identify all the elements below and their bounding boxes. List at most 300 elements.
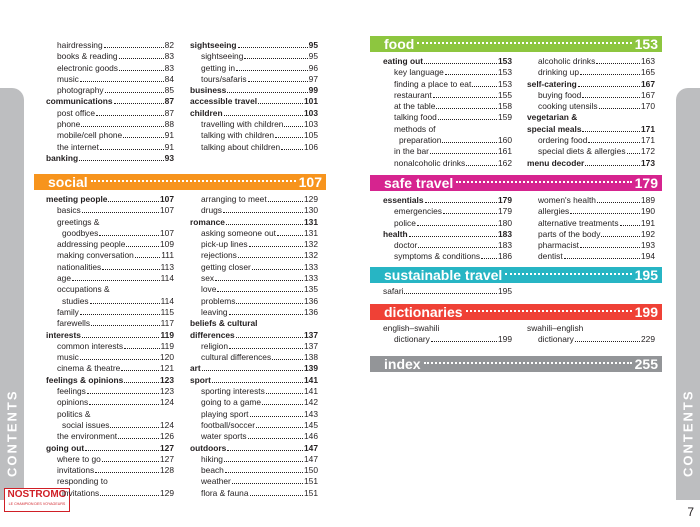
toc-entry-page: 193	[641, 240, 655, 251]
toc-entry[interactable]	[190, 130, 318, 141]
toc-entry-title: sightseeing	[201, 51, 244, 62]
toc-entry[interactable]	[383, 79, 512, 90]
chapter-header-dictionaries[interactable]	[370, 304, 662, 320]
dot-leader	[96, 115, 164, 116]
toc-entry-title: dictionary	[538, 334, 574, 345]
toc-entry[interactable]	[383, 334, 512, 345]
toc-entry[interactable]	[190, 194, 318, 205]
toc-entry[interactable]	[383, 286, 512, 297]
toc-entry[interactable]	[46, 262, 174, 273]
toc-entry-page: 121	[160, 363, 174, 374]
dot-leader	[262, 404, 303, 405]
toc-entry-title: football/soccer	[201, 419, 255, 430]
toc-entry[interactable]	[46, 40, 174, 51]
toc-entry-page: 117	[160, 318, 174, 329]
toc-entry[interactable]	[190, 63, 318, 74]
toc-entry[interactable]	[46, 386, 174, 397]
toc-entry-page: 129	[160, 487, 174, 498]
toc-entry-title: allergies	[538, 206, 570, 217]
dot-leader	[570, 213, 640, 214]
toc-entry-page: 165	[641, 67, 655, 78]
toc-entry[interactable]	[46, 397, 174, 408]
dot-leader	[275, 137, 303, 138]
toc-entry[interactable]	[190, 262, 318, 273]
dot-leader	[224, 115, 303, 116]
toc-entry-page: 131	[304, 227, 318, 238]
dot-leader	[81, 126, 163, 127]
toc-entry-page: 136	[304, 295, 318, 306]
toc-entry-page: 137	[304, 340, 318, 351]
toc-entry[interactable]	[527, 146, 655, 157]
toc-entry-title: studies	[62, 295, 89, 306]
dot-leader	[472, 86, 497, 87]
dot-leader	[438, 119, 497, 120]
toc-entry-label: swahili–english	[527, 323, 584, 333]
toc-entry-page: 88	[164, 119, 174, 130]
toc-entry-title: weather	[201, 476, 231, 487]
toc-entry[interactable]	[46, 465, 174, 476]
toc-entry[interactable]	[383, 158, 512, 169]
toc-entry[interactable]	[46, 194, 174, 205]
chapter-header-social[interactable]	[34, 174, 326, 190]
toc-entry-page: 195	[498, 286, 512, 296]
toc-entry[interactable]	[527, 229, 655, 240]
toc-column	[46, 194, 174, 499]
toc-entry-title: tours/safaris	[201, 73, 247, 84]
toc-entry[interactable]	[383, 56, 512, 67]
toc-entry[interactable]	[190, 431, 318, 442]
toc-entry-title: doctor	[394, 240, 418, 251]
toc-entry-title: farewells	[57, 318, 91, 329]
toc-entry-title: interests	[46, 329, 81, 340]
toc-entry-page: 135	[304, 284, 318, 295]
toc-entry-page: 130	[304, 205, 318, 216]
dot-leader	[100, 149, 164, 150]
dot-leader	[236, 303, 303, 304]
toc-entry-title: women's health	[538, 195, 596, 205]
toc-entry[interactable]	[190, 273, 318, 284]
toc-entry[interactable]	[46, 488, 174, 499]
toc-entry-page: 113	[160, 261, 174, 272]
toc-entry[interactable]	[190, 119, 318, 130]
toc-entry[interactable]	[527, 79, 655, 90]
chapter-title: dictionaries	[384, 304, 463, 320]
chapter-header-sustainable-travel[interactable]	[370, 267, 662, 283]
toc-entry-page: 123	[160, 386, 174, 397]
toc-entry-title: problems	[201, 295, 236, 306]
toc-entry[interactable]	[46, 153, 174, 164]
toc-column	[190, 194, 318, 499]
toc-entry[interactable]	[190, 465, 318, 476]
toc-entry-title: in the bar	[394, 146, 429, 157]
toc-entry-page: 83	[164, 62, 174, 73]
toc-entry[interactable]	[527, 206, 655, 217]
dot-leader	[585, 165, 640, 166]
dot-leader	[601, 236, 640, 237]
toc-entry-title: cultural differences	[201, 352, 272, 363]
toc-entry[interactable]	[383, 195, 512, 206]
dot-leader	[588, 142, 640, 143]
toc-entry[interactable]	[190, 40, 318, 51]
dot-leader	[424, 63, 497, 64]
toc-entry[interactable]	[190, 488, 318, 499]
toc-entry[interactable]	[190, 296, 318, 307]
toc-entry[interactable]	[527, 67, 655, 78]
toc-entry-title: menu decoder	[527, 157, 585, 168]
toc-entry-title: accessible travel	[190, 96, 258, 107]
dot-leader	[217, 291, 303, 292]
toc-entry[interactable]	[383, 146, 512, 157]
toc-entry-title: feelings	[57, 386, 86, 397]
toc-entry-title: talking about children	[201, 141, 281, 152]
toc-entry-title: mobile/cell phone	[57, 130, 123, 141]
toc-entry-page: 129	[304, 194, 318, 204]
toc-entry[interactable]	[46, 119, 174, 130]
toc-entry[interactable]	[46, 250, 174, 261]
toc-entry[interactable]	[527, 334, 655, 345]
toc-entry[interactable]	[46, 142, 174, 153]
toc-entry-title: invitations	[62, 487, 100, 498]
toc-entry-page: 161	[498, 146, 512, 157]
dot-leader	[105, 92, 164, 93]
toc-entry-page: 146	[304, 431, 318, 442]
toc-entry-page: 147	[304, 442, 318, 453]
toc-entry[interactable]	[190, 386, 318, 397]
toc-entry-title: finding a place to eat	[394, 78, 472, 89]
toc-entry-title: invitations	[57, 465, 95, 476]
dot-leader	[87, 393, 159, 394]
toc-entry[interactable]	[190, 228, 318, 239]
toc-entry[interactable]	[383, 206, 512, 217]
toc-entry[interactable]	[46, 431, 174, 442]
toc-entry[interactable]	[527, 240, 655, 251]
dot-leader	[135, 257, 160, 258]
toc-entry-title: travelling with children	[201, 119, 284, 130]
toc-entry[interactable]	[383, 229, 512, 240]
toc-entry-title: age	[57, 273, 71, 284]
toc-entry[interactable]	[383, 135, 512, 146]
chapter-header-food[interactable]	[370, 36, 662, 52]
dot-leader	[110, 427, 159, 428]
toc-entry-page: 124	[160, 397, 174, 408]
toc-entry-page: 87	[164, 96, 174, 107]
dot-leader	[284, 126, 303, 127]
dot-leader	[425, 202, 498, 203]
dot-leader	[238, 257, 303, 258]
toc-entry-page: 151	[304, 476, 318, 487]
toc-entry[interactable]	[190, 363, 318, 374]
toc-entry-title: special meals	[527, 123, 582, 134]
dot-leader	[575, 341, 640, 342]
chapter-page: 179	[634, 175, 658, 191]
toc-entry-page: 162	[498, 157, 512, 168]
toc-entry-page: 141	[304, 374, 318, 385]
toc-entry[interactable]	[46, 228, 174, 239]
dot-leader	[466, 165, 497, 166]
toc-entry-page: 83	[164, 51, 174, 62]
toc-entry-title: pharmacist	[538, 240, 579, 251]
toc-entry[interactable]	[527, 218, 655, 229]
toc-entry[interactable]	[190, 476, 318, 487]
toc-entry-title: cooking utensils	[538, 101, 598, 112]
toc-entry-title: religion	[201, 340, 229, 351]
toc-entry-page: 119	[160, 340, 174, 351]
toc-entry-title: drinking up	[538, 67, 579, 78]
toc-entry-title: social issues	[62, 419, 110, 430]
chapter-title: sustainable travel	[384, 267, 503, 283]
toc-entry[interactable]	[46, 307, 174, 318]
toc-entry-title: outdoors	[190, 442, 227, 453]
toc-entry-title: the internet	[57, 141, 99, 152]
toc-entry[interactable]	[383, 112, 512, 123]
toc-entry-title: nationalities	[57, 261, 102, 272]
dot-leader	[417, 225, 497, 226]
toc-entry-title: going out	[46, 442, 85, 453]
toc-entry-page: 128	[160, 465, 174, 476]
toc-entry[interactable]	[190, 250, 318, 261]
toc-entry[interactable]	[527, 101, 655, 112]
toc-entry-page: 107	[160, 194, 174, 204]
toc-entry-title: phone	[57, 119, 81, 130]
toc-entry[interactable]	[46, 296, 174, 307]
toc-entry-page: 111	[161, 250, 174, 261]
chapter-title: food	[384, 36, 415, 52]
toc-entry-title: talking food	[394, 112, 437, 123]
toc-entry-title: alcoholic drinks	[538, 56, 596, 66]
toc-entry[interactable]	[46, 318, 174, 329]
dot-leader	[202, 370, 303, 371]
toc-entry-title: getting in	[201, 62, 235, 73]
toc-entry-title: communications	[46, 96, 113, 107]
toc-entry[interactable]	[190, 341, 318, 352]
toc-entry[interactable]	[46, 96, 174, 107]
toc-entry[interactable]	[527, 56, 655, 67]
toc-entry[interactable]	[46, 130, 174, 141]
toc-entry-page: 167	[641, 78, 655, 89]
toc-entry-page: 109	[160, 239, 174, 250]
toc-column	[383, 195, 512, 263]
dot-leader	[102, 269, 159, 270]
toc-entry[interactable]	[46, 443, 174, 454]
toc-entry[interactable]	[527, 158, 655, 169]
dot-leader	[80, 314, 160, 315]
toc-entry-title: sporting interests	[201, 386, 265, 397]
toc-entry[interactable]	[46, 330, 174, 341]
toc-entry-page: 93	[164, 152, 174, 163]
toc-entry[interactable]	[190, 352, 318, 363]
toc-entry[interactable]	[46, 85, 174, 96]
toc-entry-title: common interests	[57, 340, 124, 351]
dot-leader	[266, 393, 303, 394]
toc-entry-title: going to a game	[201, 397, 262, 408]
toc-entry[interactable]	[383, 101, 512, 112]
toc-entry[interactable]	[190, 85, 318, 96]
toc-entry-title: water sports	[201, 431, 247, 442]
toc-entry[interactable]	[190, 397, 318, 408]
toc-entry-title: romance	[190, 216, 225, 227]
toc-entry-page: 91	[164, 130, 174, 141]
toc-entry[interactable]	[46, 63, 174, 74]
toc-entry-title: basics	[57, 205, 81, 216]
chapter-header-index[interactable]	[370, 356, 662, 372]
toc-entry[interactable]	[527, 124, 655, 135]
toc-entry-title: playing sport	[201, 408, 249, 419]
toc-entry[interactable]	[190, 108, 318, 119]
dot-leader	[436, 108, 497, 109]
side-tab-label: CONTENTS	[680, 389, 696, 477]
toc-entry-page: 167	[641, 89, 655, 100]
toc-entry[interactable]	[46, 108, 174, 119]
contents-side-tab-left	[0, 88, 24, 500]
toc-entry-title: essentials	[383, 195, 424, 205]
toc-entry-title: goodbyes	[62, 227, 99, 238]
toc-entry-title: preparation	[399, 135, 442, 146]
toc-entry-title: banking	[46, 152, 79, 163]
dot-leader	[227, 92, 307, 93]
toc-entry-page: 132	[304, 250, 318, 261]
toc-entry[interactable]	[46, 375, 174, 386]
toc-entry-page: 91	[164, 141, 174, 152]
toc-entry[interactable]	[46, 454, 174, 465]
toc-entry[interactable]	[46, 341, 174, 352]
toc-entry[interactable]	[383, 90, 512, 101]
toc-entry[interactable]	[190, 443, 318, 454]
toc-entry[interactable]	[383, 67, 512, 78]
toc-entry-title: leaving	[201, 306, 228, 317]
toc-entry-page: 183	[498, 228, 512, 239]
toc-entry[interactable]	[46, 273, 174, 284]
toc-column	[527, 195, 655, 263]
toc-entry[interactable]	[383, 251, 512, 262]
dot-leader	[232, 483, 303, 484]
chapter-page: 107	[298, 174, 322, 190]
dot-leader	[281, 149, 303, 150]
toc-entry[interactable]	[190, 74, 318, 85]
toc-entry-title: nonalcoholic drinks	[394, 157, 466, 168]
dot-leader	[244, 58, 307, 59]
toc-entry[interactable]	[190, 217, 318, 228]
toc-entry-title: police	[394, 217, 416, 228]
dot-leader	[229, 314, 303, 315]
dot-leader	[431, 341, 497, 342]
toc-entry-page: 170	[641, 101, 655, 112]
dot-leader	[442, 142, 497, 143]
toc-entry-page: 132	[304, 239, 318, 250]
toc-entry[interactable]	[383, 218, 512, 229]
toc-entry-title: family	[57, 306, 79, 317]
toc-entry[interactable]	[46, 363, 174, 374]
toc-entry[interactable]	[190, 96, 318, 107]
toc-entry[interactable]	[190, 142, 318, 153]
toc-entry[interactable]	[383, 240, 512, 251]
toc-entry[interactable]	[46, 51, 174, 62]
toc-entry[interactable]	[190, 375, 318, 386]
toc-entry[interactable]	[190, 284, 318, 295]
toc-entry-page: 163	[641, 56, 655, 66]
toc-entry-title: sightseeing	[190, 40, 237, 50]
toc-entry-page: 186	[498, 251, 512, 262]
chapter-page: 195	[634, 267, 658, 283]
toc-entry-title: emergencies	[394, 206, 442, 217]
toc-entry[interactable]	[190, 330, 318, 341]
toc-entry[interactable]	[527, 195, 655, 206]
toc-entry[interactable]	[46, 205, 174, 216]
toc-entry[interactable]	[190, 409, 318, 420]
toc-entry[interactable]	[190, 239, 318, 250]
toc-entry[interactable]	[190, 51, 318, 62]
toc-entry[interactable]	[190, 205, 318, 216]
dot-leader	[238, 47, 308, 48]
toc-entry-page: 138	[304, 352, 318, 363]
toc-entry-page: 82	[164, 40, 174, 50]
dot-leader	[79, 160, 164, 161]
toc-entry-title: drugs	[201, 205, 222, 216]
toc-entry-page: 97	[308, 73, 318, 84]
toc-entry-page: 139	[304, 363, 318, 374]
dot-leader	[481, 258, 497, 259]
toc-entry-title: arranging to meet	[201, 194, 267, 204]
toc-column	[383, 323, 512, 346]
toc-entry[interactable]	[46, 420, 174, 431]
toc-entry[interactable]	[527, 90, 655, 101]
toc-column	[46, 40, 174, 164]
toc-entry-label: politics &	[57, 408, 91, 419]
dot-leader	[124, 382, 159, 383]
toc-entry-page: 153	[498, 56, 512, 66]
toc-entry-page: 191	[641, 217, 655, 228]
toc-entry-page: 155	[498, 89, 512, 100]
toc-entry-title: key language	[394, 67, 444, 78]
toc-entry[interactable]	[46, 352, 174, 363]
toc-entry-page: 95	[308, 40, 318, 50]
toc-entry-page: 229	[641, 334, 655, 345]
chapter-title: index	[384, 356, 421, 372]
toc-entry-title: addressing people	[57, 239, 126, 250]
toc-entry-title: asking someone out	[201, 227, 276, 238]
toc-entry-label: english–swahili	[383, 323, 440, 333]
toc-entry[interactable]	[527, 135, 655, 146]
toc-entry-title: hairdressing	[57, 40, 103, 50]
toc-entry-page: 106	[304, 141, 318, 152]
chapter-page: 153	[634, 36, 658, 52]
dot-leader	[236, 337, 303, 338]
toc-entry[interactable]	[190, 420, 318, 431]
dot-leader	[108, 201, 159, 202]
toc-entry-title: health	[383, 228, 408, 239]
toc-entry-page: 150	[304, 465, 318, 476]
toc-column	[527, 56, 655, 169]
dot-leader	[123, 137, 163, 138]
toc-entry-page: 142	[304, 397, 318, 408]
toc-entry-page: 107	[160, 205, 174, 216]
toc-entry[interactable]	[190, 307, 318, 318]
toc-entry-title: flora & fauna	[201, 487, 249, 498]
toc-entry-label: methods of	[394, 123, 436, 134]
toc-entry-title: hiking	[201, 453, 223, 464]
dot-leader	[404, 293, 497, 294]
toc-entry[interactable]	[527, 251, 655, 262]
toc-entry-title: special diets & allergies	[538, 146, 626, 157]
toc-entry-title: business	[190, 85, 227, 96]
toc-entry[interactable]	[46, 74, 174, 85]
toc-entry-page: 145	[304, 419, 318, 430]
chapter-title: safe travel	[384, 175, 454, 191]
chapter-header-safe-travel[interactable]	[370, 175, 662, 191]
toc-entry[interactable]	[190, 454, 318, 465]
toc-entry[interactable]	[46, 239, 174, 250]
toc-entry-page: 136	[304, 306, 318, 317]
toc-entry-title: dictionary	[394, 334, 430, 345]
